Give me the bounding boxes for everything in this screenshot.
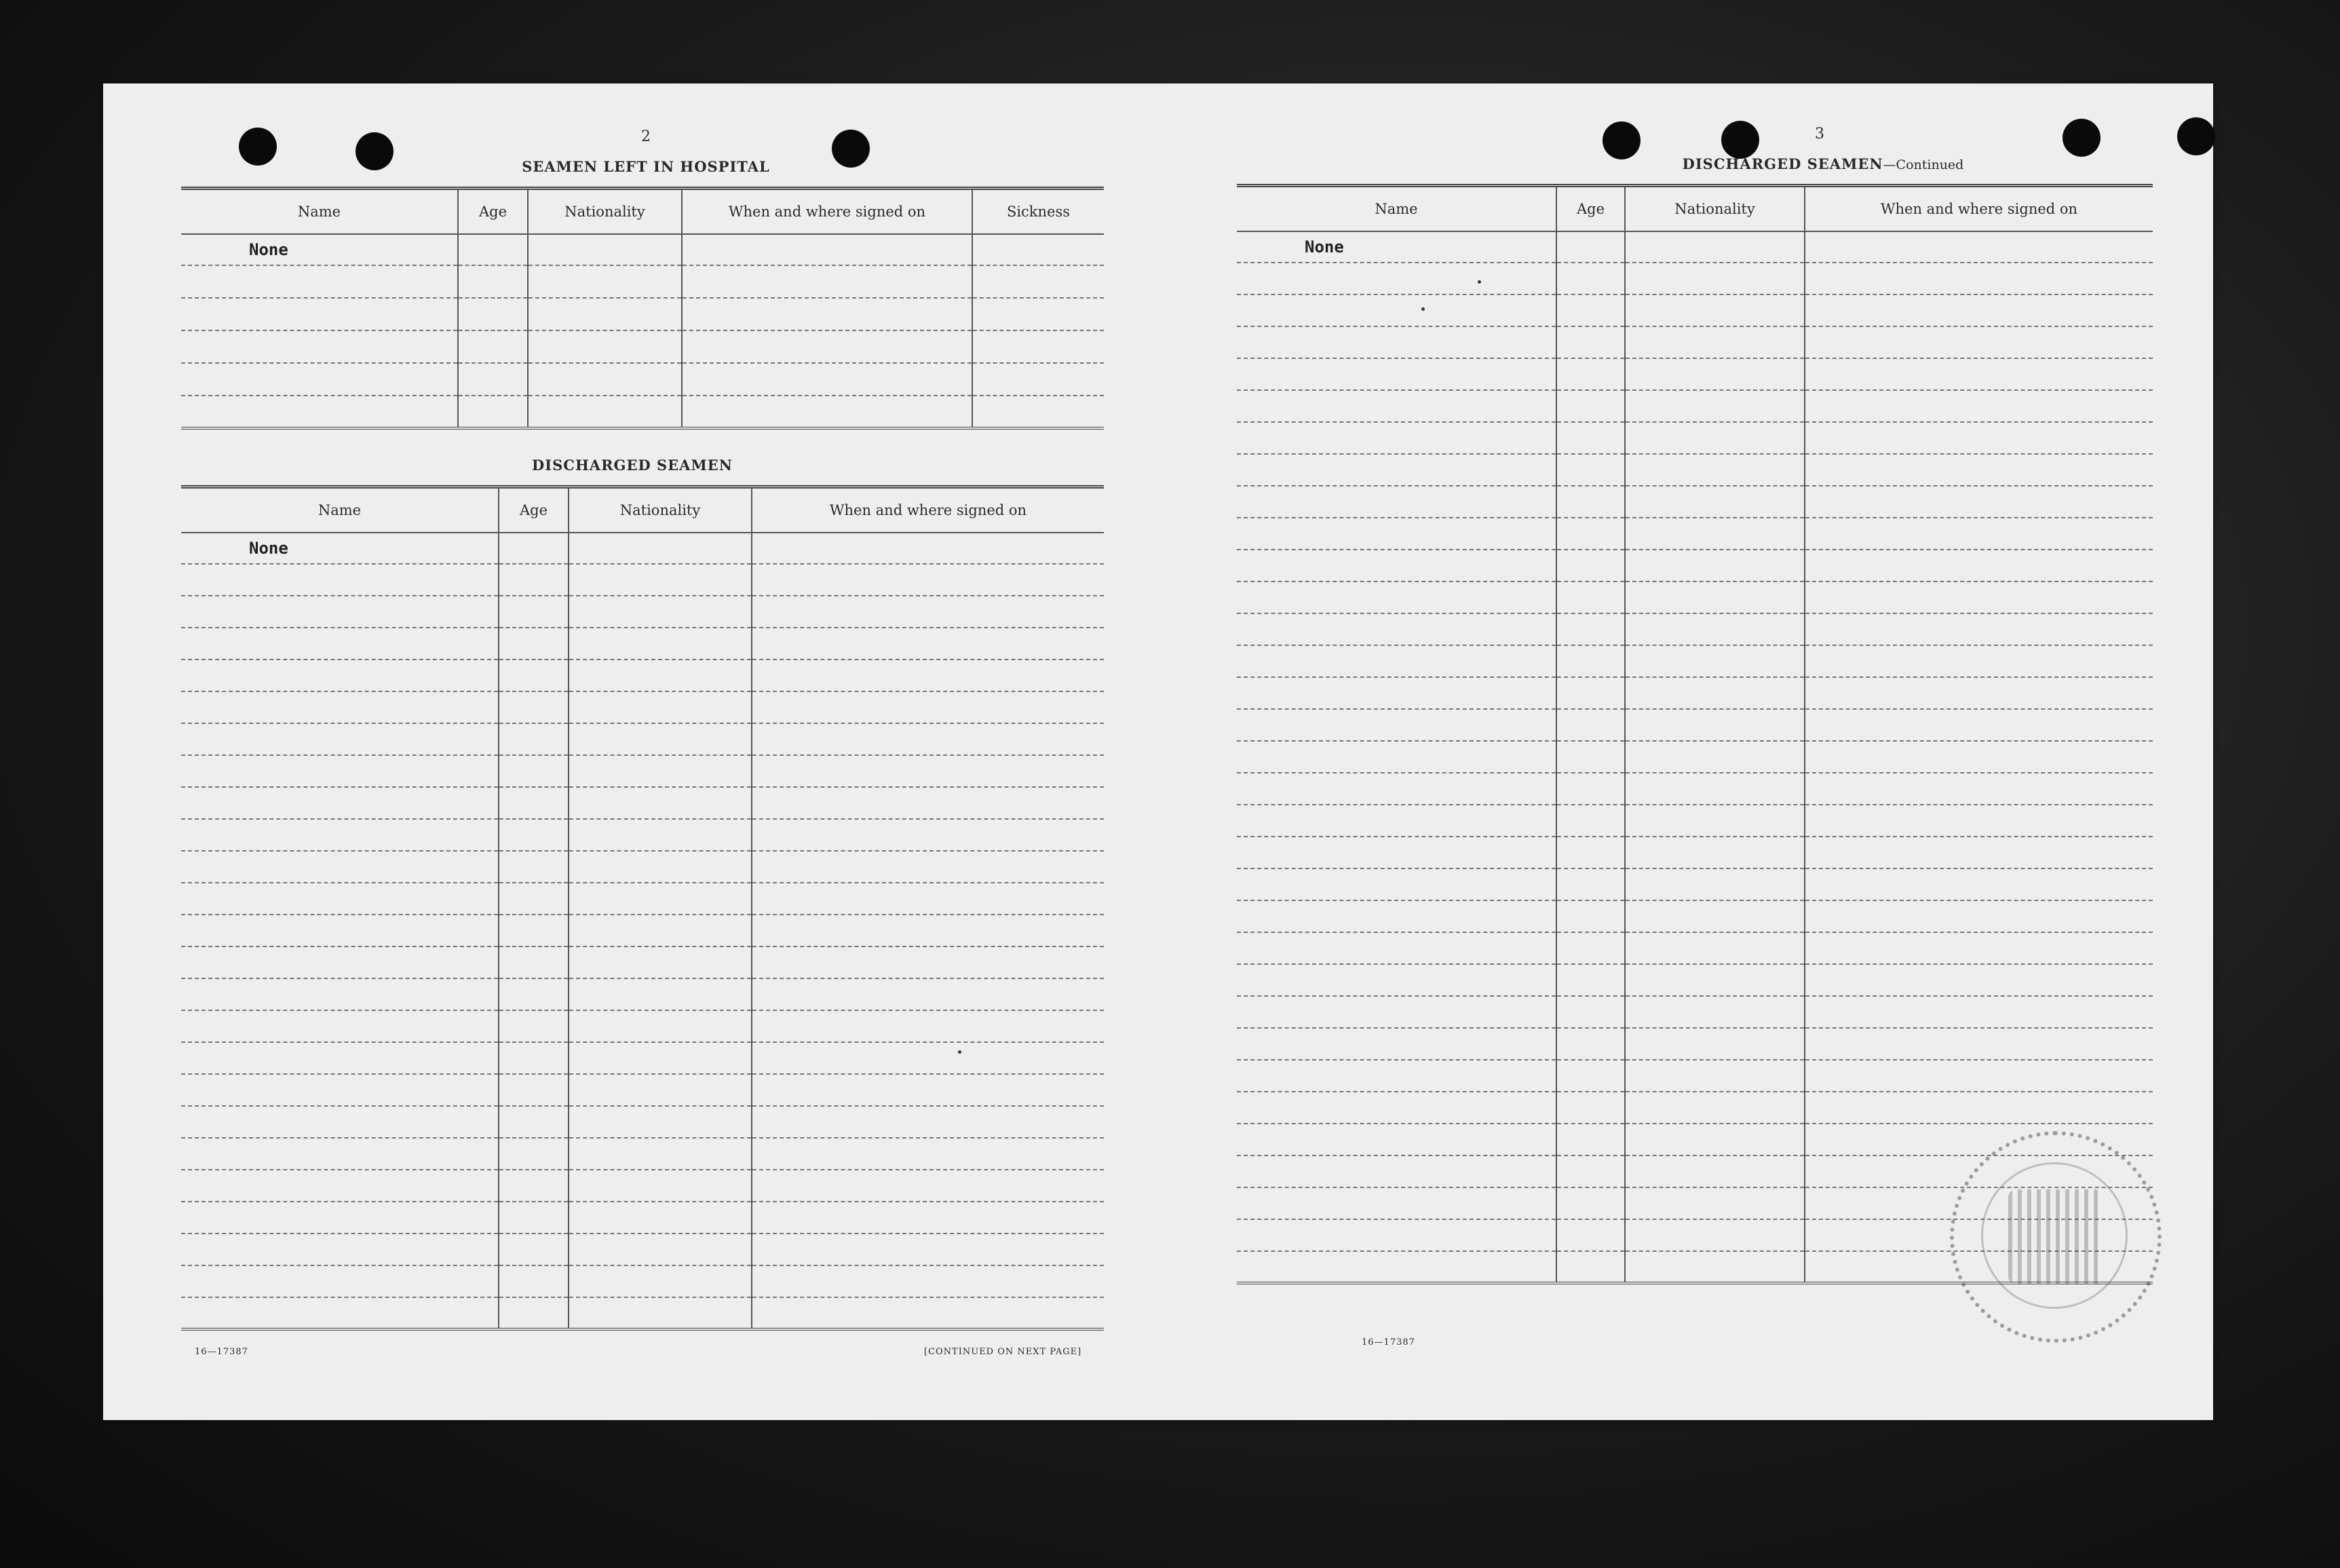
table-row <box>181 1234 1104 1265</box>
table-row <box>181 1202 1104 1234</box>
table-row <box>181 1170 1104 1202</box>
punch-hole <box>2177 117 2215 155</box>
table-row <box>1237 1028 2153 1060</box>
table-row <box>1237 964 2153 996</box>
column-header-name: Name <box>181 487 499 533</box>
table-row <box>181 1106 1104 1138</box>
page-number: 3 <box>1815 126 1824 142</box>
table-row <box>181 915 1104 946</box>
table-row <box>1237 486 2153 518</box>
table-row <box>181 564 1104 596</box>
punch-hole <box>1603 121 1641 159</box>
table-row <box>1237 231 2153 263</box>
form-number: 16—17387 <box>1362 1337 1415 1347</box>
table-row <box>1237 1092 2153 1124</box>
column-header-signed-on: When and where signed on <box>682 189 972 235</box>
table-row <box>181 596 1104 628</box>
table-row <box>1237 358 2153 390</box>
discharged-table <box>181 485 1104 1331</box>
table-row <box>181 628 1104 659</box>
speck <box>958 1050 961 1054</box>
table-row <box>181 1042 1104 1074</box>
circular-stamp <box>1950 1131 2162 1343</box>
table-row <box>181 978 1104 1010</box>
table-row <box>181 298 1104 330</box>
table-row <box>181 234 1104 265</box>
table-row <box>181 1074 1104 1106</box>
speck <box>1421 307 1425 311</box>
table-row <box>1237 996 2153 1028</box>
column-header-signed-on: When and where signed on <box>752 487 1104 533</box>
punch-hole <box>1721 121 1759 159</box>
table-row <box>181 883 1104 915</box>
table-row <box>181 691 1104 723</box>
table-body <box>181 234 1104 428</box>
column-header-name: Name <box>1237 186 1556 232</box>
table-row <box>1237 837 2153 868</box>
entry-none: None <box>181 234 458 265</box>
column-header-sickness: Sickness <box>972 189 1104 235</box>
table-row <box>181 819 1104 851</box>
punch-hole <box>2063 119 2101 157</box>
column-header-signed-on: When and where signed on <box>1805 186 2153 232</box>
table-row <box>181 1138 1104 1170</box>
table-row <box>181 396 1104 428</box>
table-row <box>1237 932 2153 964</box>
form-number: 16—17387 <box>195 1347 248 1357</box>
table-row <box>181 1010 1104 1042</box>
table-row <box>1237 518 2153 550</box>
table-row <box>1237 581 2153 613</box>
left-page <box>103 83 1158 1420</box>
table-row <box>1237 422 2153 454</box>
document-sheet <box>103 83 2213 1420</box>
table-row <box>181 851 1104 883</box>
column-header-nationality: Nationality <box>569 487 752 533</box>
column-header-age: Age <box>499 487 569 533</box>
table-row <box>1237 709 2153 741</box>
table-row <box>1237 263 2153 294</box>
table-row <box>1237 1060 2153 1092</box>
table-row <box>1237 773 2153 805</box>
discharged-continued-table <box>1237 184 2153 1284</box>
stamp-inner <box>2008 1189 2103 1284</box>
continued-note: [CONTINUED ON NEXT PAGE] <box>924 1347 1082 1357</box>
table-row <box>181 659 1104 691</box>
entry-none: None <box>1237 231 1556 263</box>
table-row <box>181 946 1104 978</box>
table-row <box>181 1265 1104 1297</box>
entry-none: None <box>181 533 499 564</box>
speck <box>1478 280 1481 284</box>
table-row <box>181 330 1104 363</box>
table-row <box>1237 677 2153 709</box>
table-row <box>1237 741 2153 773</box>
table-row <box>181 265 1104 298</box>
punch-hole <box>239 128 277 166</box>
table-row <box>181 755 1104 787</box>
table-row <box>181 363 1104 396</box>
table-row <box>1237 645 2153 677</box>
table-row <box>181 787 1104 819</box>
table-row <box>1237 900 2153 932</box>
table-row <box>1237 613 2153 645</box>
table-row <box>181 723 1104 755</box>
table-row <box>1237 550 2153 581</box>
table-row <box>1237 390 2153 422</box>
table-row <box>181 1297 1104 1329</box>
table-body <box>181 533 1104 1329</box>
table-row <box>1237 805 2153 837</box>
table-row <box>1237 868 2153 900</box>
table-row <box>181 533 1104 564</box>
hospital-table <box>181 187 1104 429</box>
section-title-discharged-continued: DISCHARGED SEAMEN—Continued <box>1682 155 1964 172</box>
page-number: 2 <box>641 128 651 145</box>
table-body <box>1237 231 2153 1283</box>
section-title-discharged: DISCHARGED SEAMEN <box>532 457 733 474</box>
table-row <box>1237 454 2153 486</box>
column-header-nationality: Nationality <box>1625 186 1805 232</box>
section-title-hospital: SEAMEN LEFT IN HOSPITAL <box>522 158 770 175</box>
table-row <box>1237 326 2153 358</box>
table-row <box>1237 294 2153 326</box>
column-header-nationality: Nationality <box>528 189 682 235</box>
column-header-age: Age <box>1556 186 1625 232</box>
punch-hole <box>356 132 394 170</box>
column-header-age: Age <box>458 189 528 235</box>
column-header-name: Name <box>181 189 458 235</box>
